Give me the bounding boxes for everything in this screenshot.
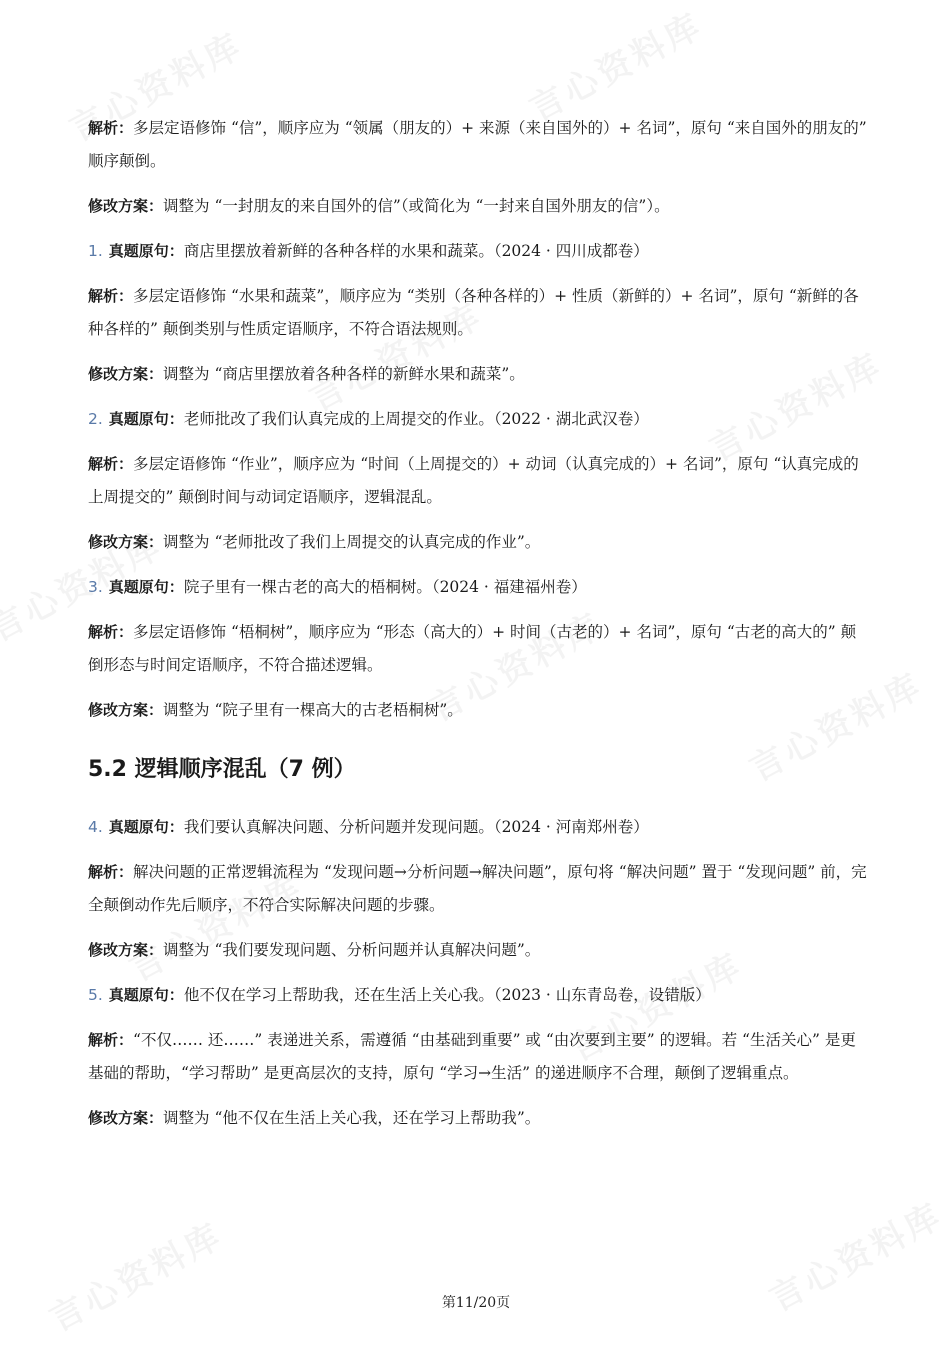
analysis-label: 解析： [88, 623, 134, 641]
fix-text: 调整为 “一封朋友的来自国外的信”（或简化为 “一封来自国外朋友的信”）。 [163, 197, 670, 215]
analysis-paragraph [88, 280, 868, 346]
fix-paragraph [88, 526, 868, 559]
item-number: 5. [88, 986, 103, 1004]
analysis-label: 解析： [88, 1031, 134, 1049]
question-text: 院子里有一棵古老的高大的梧桐树。（2024 · 福建福州卷） [183, 578, 587, 596]
fix-label: 修改方案： [88, 197, 164, 215]
analysis-paragraph [88, 856, 868, 922]
fix-text: 调整为 “老师批改了我们上周提交的认真完成的作业”。 [163, 533, 541, 551]
analysis-label: 解析： [88, 863, 134, 881]
entries-group-1 [88, 112, 868, 727]
fix-text: 调整为 “我们要发现问题、分析问题并认真解决问题”。 [163, 941, 541, 959]
analysis-label: 解析： [88, 119, 134, 137]
analysis-label: 解析： [88, 455, 134, 473]
analysis-paragraph [88, 1024, 868, 1090]
item-number: 3. [88, 578, 103, 596]
fix-label: 修改方案： [88, 1109, 164, 1127]
analysis-label: 解析： [88, 287, 134, 305]
fix-label: 修改方案： [88, 365, 164, 383]
fix-text: 调整为 “院子里有一棵高大的古老梧桐树”。 [163, 701, 463, 719]
analysis-text: 多层定语修饰 “作业”，顺序应为 “时间（上周提交的）+ 动词（认真完成的）+ 名词”，原句 “认真完成的上周提交的” 颠倒时间与动词定语顺序，逻辑混乱。 [88, 455, 859, 506]
question-paragraph [88, 811, 868, 844]
question-label: 真题原句： [108, 242, 184, 260]
question-text: 他不仅在学习上帮助我，还在生活上关心我。（2023 · 山东青岛卷，设错版） [183, 986, 711, 1004]
analysis-paragraph [88, 616, 868, 682]
section-title: 5.2 逻辑顺序混乱（7 例） [88, 757, 356, 782]
fix-label: 修改方案： [88, 701, 164, 719]
question-paragraph [88, 403, 868, 436]
analysis-text: 解决问题的正常逻辑流程为 “发现问题→分析问题→解决问题”，原句将 “解决问题” 置于 “发现问题” 前，完全颠倒动作先后顺序，不符合实际解决问题的步骤。 [88, 863, 867, 914]
analysis-paragraph [88, 112, 868, 178]
analysis-paragraph [88, 448, 868, 514]
document-body [88, 112, 868, 1147]
fix-paragraph [88, 1102, 868, 1135]
question-text: 商店里摆放着新鲜的各种各样的水果和蔬菜。（2024 · 四川成都卷） [183, 242, 649, 260]
fix-paragraph [88, 358, 868, 391]
question-label: 真题原句： [108, 578, 184, 596]
question-label: 真题原句： [108, 986, 184, 1004]
question-paragraph [88, 979, 868, 1012]
fix-label: 修改方案： [88, 941, 164, 959]
fix-label: 修改方案： [88, 533, 164, 551]
fix-text: 调整为 “他不仅在生活上关心我，还在学习上帮助我”。 [163, 1109, 541, 1127]
analysis-text: 多层定语修饰 “梧桐树”，顺序应为 “形态（高大的）+ 时间（古老的）+ 名词”，原句 “古老的高大的” 颠倒形态与时间定语顺序，不符合描述逻辑。 [88, 623, 857, 674]
question-text: 我们要认真解决问题、分析问题并发现问题。（2024 · 河南郑州卷） [183, 818, 649, 836]
analysis-text: “不仅…… 还……” 表递进关系，需遵循 “由基础到重要” 或 “由次要到主要” 的逻辑。若 “生活关心” 是更基础的帮助，“学习帮助” 是更高层次的支持，原句 “学习→生活” 的递进顺序不合理，颠倒了逻辑重点。 [88, 1031, 856, 1082]
entries-group-2 [88, 811, 868, 1135]
question-label: 真题原句： [108, 410, 184, 428]
item-number: 1. [88, 242, 103, 260]
fix-paragraph [88, 694, 868, 727]
item-number: 4. [88, 818, 103, 836]
fix-text: 调整为 “商店里摆放着各种各样的新鲜水果和蔬菜”。 [163, 365, 525, 383]
question-text: 老师批改了我们认真完成的上周提交的作业。（2022 · 湖北武汉卷） [183, 410, 649, 428]
analysis-text: 多层定语修饰 “信”，顺序应为 “领属（朋友的）+ 来源（来自国外的）+ 名词”，原句 “来自国外的朋友的” 顺序颠倒。 [88, 119, 867, 170]
page-footer: 第11/20页 [441, 1295, 511, 1311]
analysis-text: 多层定语修饰 “水果和蔬菜”，顺序应为 “类别（各种各样的）+ 性质（新鲜的）+ 名词”，原句 “新鲜的各种各样的” 颠倒类别与性质定语顺序，不符合语法规则。 [88, 287, 859, 338]
question-label: 真题原句： [108, 818, 184, 836]
fix-paragraph [88, 934, 868, 967]
item-number: 2. [88, 410, 103, 428]
question-paragraph [88, 235, 868, 268]
fix-paragraph [88, 190, 868, 223]
question-paragraph [88, 571, 868, 604]
